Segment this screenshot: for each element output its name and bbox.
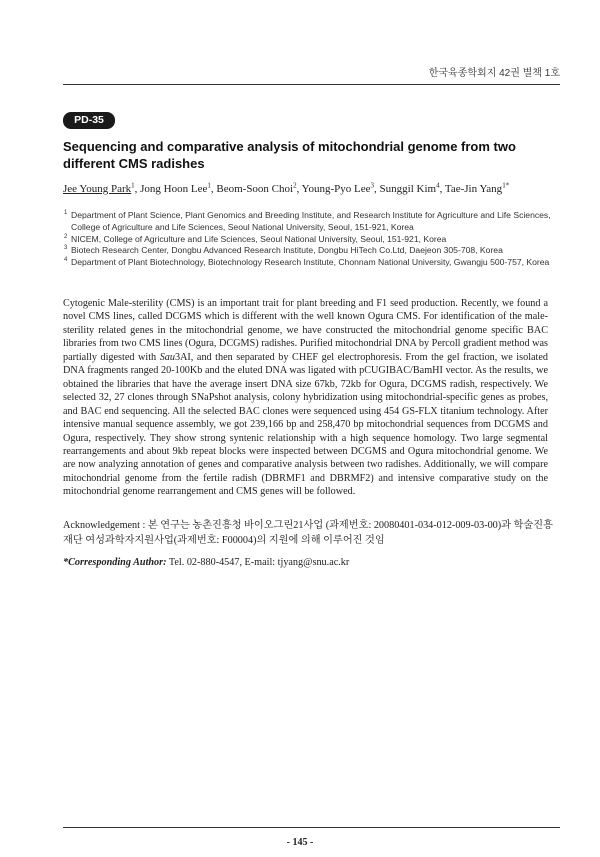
affiliation: 4 Department of Plant Biotechnology, Biotechnology Research Institute, Chonnam National University, Gwangju 500-757, Korea [64,257,550,268]
author: Sunggil Kim$^4$, [379,181,445,195]
author: Jee Young Park$^1$, [63,181,141,195]
paper-title: Sequencing and comparative analysis of mitochondrial genome from two different CMS radishes [63,139,516,171]
author: Tae-Jin Yang$^{1*}$ [444,181,510,195]
author: Beom-Soon Choi$^2$, [216,181,302,195]
journal-header: 한국육종학회지 42권 별책 1호 [428,68,560,79]
header-rule [63,84,560,85]
footer-rule [63,827,560,828]
acknowledgement: Acknowledgement : 본 연구는 농촌진흥청 바이오그린21사업 (과제번호: 20080401-034-012-009-03-00)과 학술진흥재단 여성과학자지원사업(과제번호: F00004)의 지원에 의해 이루어진 것임 [63,520,553,546]
affiliation-list [63,210,558,269]
author-list [63,182,558,196]
corresponding-author [63,556,553,569]
abstract-body: Cytogenic Male-sterility (CMS) is an important trait for plant breeding and F1 seed production. Recently, we found a novel CMS lines, called DCGMS which is different with the well known Ogura CMS. For identification of the male-sterility related genes in the mitochondrial genome, we have constructed the mitochondrial genome specific BAC libraries from two CMS lines (Ogura, DCGMS) radishes. Purified mitochondrial DNA by Percoll gradient method was partially digested with Sau3AI, and then separated by CHEF gel electrophoresis. From the gel fraction, we isolated DNA fragments ranged 20-100Kb and the eluted DNA was ligated with pCUGIBAC/BamHI vector. As the results, we obtained the libraries that have the average insert DNA size 67kb, 72kb for Ogura, DCGMS radish, respectively. We selected 32, 27 clones through SNaPshot analysis, colony hybridization using mitochondrial-specific genes as probes, and BAC end sequencing. All the selected BAC clones were sequenced using 454 GS-FLX titanium technology. After intensive manual sequence assembly, we got 239,166 bp and 258,470 bp mitochondrial sequences from DCGMS and Ogura, respectively. They show strong syntenic relationship with a high sequence homology. Two large segmental rearrangements and about 9kb repeat blocks were inspected between DCGMS and Ogura mitochondrial genome. We are now analyzing annotation of genes and comparative analysis between two radishes. Additionally, we will compare mitochondrial genome from the fertile radish (DBRMF1 and DBRMF2) and intensive comparative study on the mitochondrial genome rearrangement and CMS genes will be followed. [63,298,548,498]
affiliation: 3 Biotech Research Center, Dongbu Advanced Research Institute, Dongbu HiTech Co.Ltd, Daejeon 305-708, Korea [64,245,503,256]
affiliation: 1 Department of Plant Science, Plant Genomics and Breeding Institute, and Research Institute for Agriculture and Life Sciences, College of Agriculture and Life Sciences, Seoul National University, Seoul, 151-921, Korea [64,210,551,232]
author: Jong Hoon Lee$^1$, [140,181,217,195]
affiliation: 2 NICEM, College of Agriculture and Life Sciences, Seoul National University, Seoul, 151-921, Korea [64,233,447,244]
page-number: - 145 - [286,837,314,848]
corresponding-author-label: *Corresponding Author: [63,557,167,568]
enzyme-name: Sau [159,351,175,363]
corresponding-author-contact: Tel. 02-880-4547, E-mail: tjyang@snu.ac.kr [166,557,350,568]
paper-id-badge: PD-35 [63,112,115,129]
author: Young-Pyo Lee$^3$, [301,181,380,195]
